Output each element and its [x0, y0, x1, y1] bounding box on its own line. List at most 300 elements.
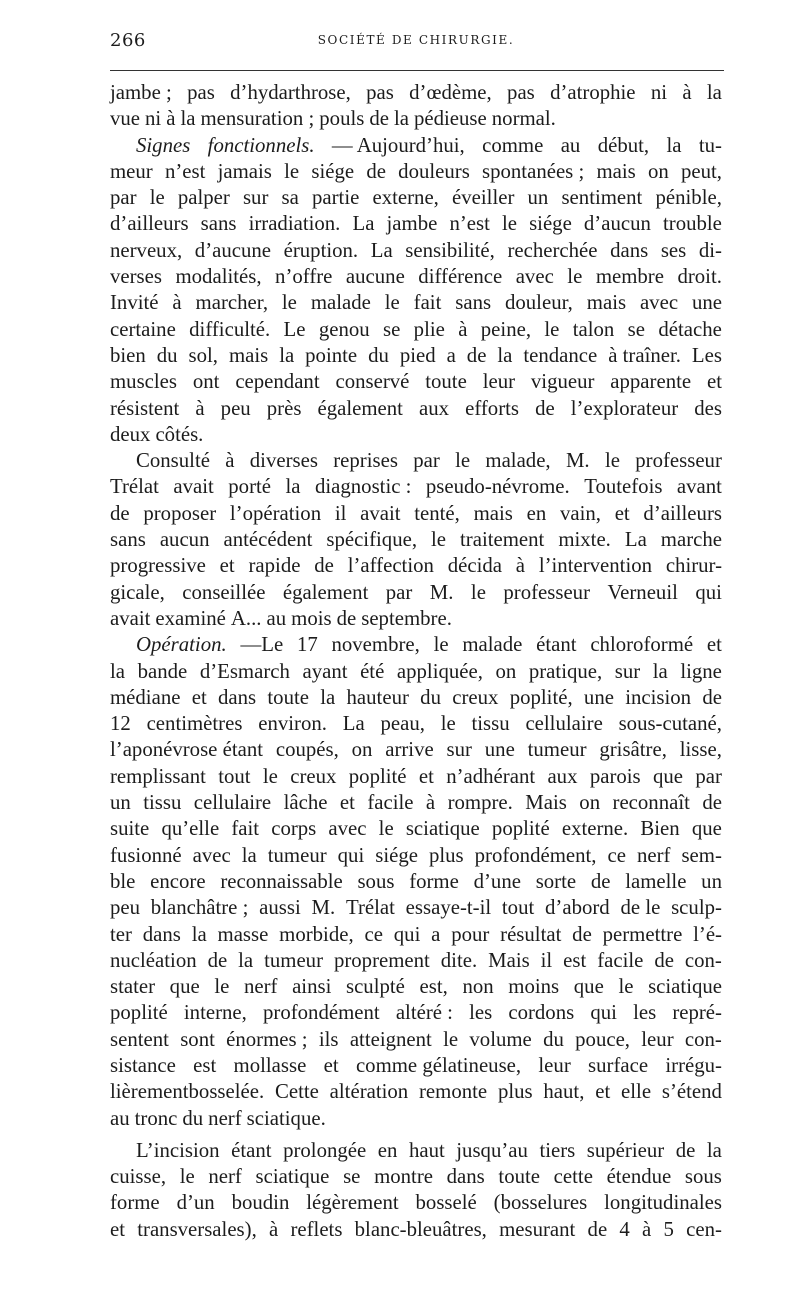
- word: cen-: [686, 1217, 722, 1241]
- word: Cette: [274, 1080, 319, 1104]
- word: efforts: [465, 396, 519, 420]
- word: médiane: [110, 685, 181, 709]
- word: partie: [312, 186, 360, 210]
- word: de: [366, 159, 386, 183]
- word: n’est: [449, 212, 490, 236]
- word: nerf: [243, 975, 278, 999]
- word: mixte.: [558, 528, 611, 552]
- word: d’hydarthrose,: [230, 81, 351, 104]
- word: par: [695, 764, 722, 788]
- word: spécifique,: [326, 528, 418, 552]
- word: supérieur: [586, 1138, 665, 1162]
- word: septembre.: [361, 606, 452, 630]
- word: reprises: [333, 449, 398, 473]
- word: sentiment: [561, 186, 643, 210]
- word: de: [207, 948, 228, 972]
- word: il: [334, 501, 347, 525]
- word: de: [466, 343, 487, 367]
- word: le: [214, 975, 230, 999]
- word: diverses: [249, 449, 318, 473]
- word: poplité: [110, 1001, 168, 1025]
- word: marche: [660, 528, 722, 552]
- word: porté: [228, 475, 272, 499]
- word: sa: [281, 186, 299, 210]
- word: tu-: [698, 133, 722, 157]
- word: pratique,: [528, 659, 603, 683]
- word: se: [343, 1165, 361, 1189]
- word: est,: [419, 975, 448, 999]
- word: malade: [462, 633, 523, 657]
- word: M.: [311, 896, 336, 920]
- word: début,: [597, 133, 650, 157]
- word: leur: [641, 1027, 674, 1051]
- word: certaine: [110, 317, 176, 341]
- word: les: [469, 1001, 493, 1025]
- word: volume: [469, 1027, 532, 1051]
- word: bosselé: [415, 1191, 477, 1215]
- word: sentent: [110, 1027, 169, 1051]
- text-line: [110, 1217, 722, 1243]
- word: peu: [110, 896, 141, 920]
- word: se: [383, 317, 401, 341]
- word: professeur: [635, 449, 722, 473]
- text-line: [110, 448, 722, 474]
- word: se: [627, 317, 645, 341]
- word: le: [618, 975, 634, 999]
- word: tronc: [134, 1106, 178, 1130]
- word: du: [182, 1106, 204, 1130]
- word: tiers: [539, 1138, 576, 1162]
- word: elle: [621, 1080, 652, 1104]
- word: avait: [173, 475, 214, 499]
- word: tumeur: [527, 738, 587, 762]
- word: à: [166, 107, 176, 131]
- text-line: [110, 1027, 722, 1053]
- text-line: [110, 396, 722, 422]
- word: Signes: [136, 133, 191, 157]
- word: dans: [610, 238, 649, 262]
- word: n’adhérant: [446, 764, 536, 788]
- word: parois: [589, 764, 641, 788]
- word: — Aujourd’hui,: [331, 133, 465, 157]
- word: suite: [110, 817, 150, 841]
- word: le: [149, 186, 165, 210]
- text-line: [110, 685, 722, 711]
- word: d’abord: [545, 896, 610, 920]
- word: de: [535, 396, 555, 420]
- word: forme: [409, 869, 459, 893]
- word: le: [431, 528, 447, 552]
- word: d’une: [473, 869, 521, 893]
- word: n’est: [164, 159, 206, 183]
- word: au: [266, 606, 287, 630]
- word: facile: [367, 791, 414, 815]
- word: nerveux,: [110, 238, 183, 262]
- word: bande: [137, 659, 188, 683]
- word: la: [706, 1138, 722, 1162]
- word: d’aucune: [194, 238, 272, 262]
- word: A...: [230, 606, 262, 630]
- word: morbide,: [279, 922, 354, 946]
- text-line: [110, 869, 722, 895]
- word: droit.: [677, 265, 722, 289]
- word: masse: [217, 922, 269, 946]
- word: vain,: [559, 501, 601, 525]
- word: le: [470, 580, 486, 604]
- word: 5: [663, 1217, 674, 1241]
- word: aussi: [259, 896, 301, 920]
- word: un: [110, 791, 131, 815]
- word: remplissant: [110, 764, 206, 788]
- word: cellulaire: [525, 712, 603, 736]
- word: moins: [508, 975, 560, 999]
- word: aucun: [159, 528, 210, 552]
- word: creux: [452, 685, 499, 709]
- word: ligne: [680, 659, 722, 683]
- text-line: [110, 1053, 722, 1079]
- word: lièrementbosselée.: [110, 1080, 265, 1104]
- text-line: [110, 527, 722, 553]
- word: vue: [110, 107, 141, 131]
- word: cependant: [235, 370, 320, 394]
- word: le: [544, 317, 560, 341]
- word: avec: [515, 265, 554, 289]
- word: le: [179, 1165, 195, 1189]
- word: ses: [660, 238, 687, 262]
- word: reconnaît: [612, 791, 690, 815]
- word: surface: [588, 1053, 649, 1077]
- word: peau,: [380, 712, 425, 736]
- word: qui: [393, 922, 421, 946]
- word: et: [323, 1053, 339, 1077]
- word: externe.: [561, 817, 629, 841]
- word: tumeur: [267, 843, 327, 867]
- word: près: [266, 396, 302, 420]
- word: sans: [455, 291, 492, 315]
- word: que: [573, 975, 604, 999]
- word: qui: [695, 580, 722, 604]
- word: par: [413, 449, 440, 473]
- word: creux: [290, 764, 337, 788]
- word: la: [238, 948, 254, 972]
- word: toute: [425, 370, 467, 394]
- word: un: [527, 186, 549, 210]
- word: plus: [497, 1080, 533, 1104]
- word: tout: [218, 764, 251, 788]
- word: également: [317, 396, 403, 420]
- word: mais: [228, 343, 269, 367]
- word: la: [241, 843, 257, 867]
- word: M.: [429, 580, 454, 604]
- word: gicale,: [110, 580, 165, 604]
- word: été: [360, 659, 385, 683]
- word: malade: [310, 291, 371, 315]
- word: —Le: [240, 633, 284, 657]
- word: diagnostic :: [314, 475, 412, 499]
- word: toute: [267, 685, 309, 709]
- word: blanchâtre ;: [150, 896, 249, 920]
- text-line: [110, 580, 722, 606]
- word: et: [706, 633, 722, 657]
- text-line: [110, 159, 722, 185]
- word: d’atrophie: [550, 81, 636, 104]
- word: talon: [572, 317, 615, 341]
- word: douleur,: [504, 291, 573, 315]
- text-line: [110, 1190, 722, 1216]
- word: avec: [192, 843, 231, 867]
- word: plus: [428, 843, 464, 867]
- word: la: [279, 343, 295, 367]
- word: lisse,: [679, 738, 722, 762]
- word: mais: [596, 159, 636, 183]
- word: blanc-bleuâtres,: [354, 1217, 487, 1241]
- word: jambe: [386, 212, 438, 236]
- word: à: [172, 291, 182, 315]
- word: dans: [446, 1165, 485, 1189]
- word: trouble: [662, 212, 722, 236]
- page-number: 266: [110, 30, 146, 51]
- word: jusqu’au: [456, 1138, 528, 1162]
- word: difficulté.: [189, 317, 271, 341]
- word: ce: [607, 843, 626, 867]
- word: sciatique: [405, 817, 480, 841]
- word: a: [446, 343, 456, 367]
- word: l’explorateur: [570, 396, 679, 420]
- word: le: [281, 291, 297, 315]
- word: que: [169, 975, 200, 999]
- word: le: [284, 159, 300, 183]
- word: progressive: [110, 554, 206, 578]
- text-line: [110, 1000, 722, 1026]
- word: boudin: [231, 1191, 290, 1215]
- word: Consulté: [136, 449, 210, 473]
- word: remonte: [419, 1080, 488, 1104]
- word: le: [378, 817, 394, 841]
- word: atteignent: [349, 1027, 432, 1051]
- word: proprement: [333, 948, 430, 972]
- word: siége: [311, 159, 355, 183]
- word: sont: [180, 1027, 215, 1051]
- word: jamais: [217, 159, 272, 183]
- word: on: [495, 659, 517, 683]
- word: la: [110, 659, 126, 683]
- word: poplité: [348, 764, 407, 788]
- word: Bien: [640, 817, 680, 841]
- word: pénible,: [655, 186, 722, 210]
- word: pas: [366, 81, 394, 104]
- word: essaye-t-il: [405, 896, 492, 920]
- word: ce: [364, 922, 383, 946]
- word: tissu: [143, 791, 182, 815]
- word: du: [420, 685, 441, 709]
- word: et: [595, 1080, 611, 1104]
- word: tumeur: [264, 948, 324, 972]
- header-rule: [110, 70, 724, 71]
- word: facile: [597, 948, 644, 972]
- word: verses: [110, 265, 162, 289]
- word: Verneuil: [607, 580, 678, 604]
- word: L’incision: [136, 1138, 220, 1162]
- text-line: [110, 764, 722, 790]
- word: reflets: [290, 1217, 343, 1241]
- word: à: [425, 791, 436, 815]
- word: a: [431, 922, 441, 946]
- word: repré-: [672, 1001, 722, 1025]
- word: examiné: [155, 606, 226, 630]
- word: au: [110, 1106, 130, 1130]
- word: comme: [482, 133, 544, 157]
- word: genou: [318, 317, 370, 341]
- word: leur: [538, 1053, 571, 1077]
- word: poplité,: [509, 685, 573, 709]
- word: sous: [684, 1165, 722, 1189]
- word: détache: [658, 317, 722, 341]
- text-line: [110, 238, 722, 264]
- text-line: [110, 185, 722, 211]
- word: le: [262, 764, 278, 788]
- word: est: [193, 1053, 217, 1077]
- word: de: [654, 948, 674, 972]
- text-line: [110, 895, 722, 921]
- word: le: [440, 712, 456, 736]
- word: ni: [145, 107, 162, 131]
- word: et: [191, 685, 207, 709]
- word: on: [647, 159, 669, 183]
- word: coupés,: [275, 738, 339, 762]
- text-line: [110, 474, 722, 500]
- word: muscles: [110, 370, 178, 394]
- word: Les: [691, 343, 722, 367]
- word: mesurant: [499, 1217, 576, 1241]
- word: la: [285, 475, 301, 499]
- word: sorte: [535, 869, 577, 893]
- word: d’Esmarch: [199, 659, 290, 683]
- word: ni: [650, 81, 668, 104]
- word: transversales),: [137, 1217, 257, 1241]
- word: par: [385, 580, 413, 604]
- word: montre: [374, 1165, 433, 1189]
- word: de: [587, 1217, 608, 1241]
- word: pour: [451, 922, 490, 946]
- word: haut: [408, 1138, 445, 1162]
- text-line: [110, 790, 722, 816]
- text-line: [110, 264, 722, 290]
- text-line: [110, 816, 722, 842]
- word: le: [604, 449, 620, 473]
- word: étendue: [606, 1165, 672, 1189]
- running-title: SOCIÉTÉ DE CHIRURGIE.: [317, 33, 515, 47]
- text-line: [110, 80, 722, 106]
- word: irrégu-: [665, 1053, 722, 1077]
- word: meur: [110, 159, 153, 183]
- word: cordons: [508, 1001, 575, 1025]
- text-line: [110, 1164, 722, 1190]
- word: du: [156, 343, 178, 367]
- word: poplité: [491, 817, 550, 841]
- word: sous-cutané,: [618, 712, 722, 736]
- word: n’offre: [275, 265, 333, 289]
- word: fait: [413, 291, 442, 315]
- word: et: [614, 501, 630, 525]
- word: et: [706, 370, 722, 394]
- word: étant: [231, 1138, 272, 1162]
- word: nerf: [208, 1165, 242, 1189]
- text-line: [110, 290, 722, 316]
- text-line: [110, 1079, 722, 1105]
- word: d’aucun: [583, 212, 651, 236]
- word: M.: [565, 449, 590, 473]
- word: vigueur: [530, 370, 595, 394]
- word: sculp-: [671, 896, 722, 920]
- word: corps: [271, 817, 317, 841]
- word: ter: [110, 922, 132, 946]
- text-line: [110, 553, 722, 579]
- text-line: [110, 211, 722, 237]
- word: la: [191, 922, 207, 946]
- word: pouls: [319, 107, 365, 131]
- word: une: [583, 685, 614, 709]
- word: Opération.: [136, 633, 227, 657]
- word: cuisse,: [110, 1165, 167, 1189]
- word: conservé: [335, 370, 410, 394]
- word: à: [225, 449, 235, 473]
- word: la: [180, 107, 196, 131]
- body-text: [110, 80, 722, 1243]
- word: tenté,: [414, 501, 460, 525]
- word: lâche: [283, 791, 328, 815]
- word: avait: [110, 606, 151, 630]
- word: étant: [536, 633, 577, 657]
- word: altéré :: [395, 1001, 453, 1025]
- word: fait: [231, 817, 260, 841]
- word: peu: [220, 396, 251, 420]
- word: d’ailleurs: [110, 212, 189, 236]
- word: grisâtre,: [599, 738, 667, 762]
- word: forme: [110, 1191, 160, 1215]
- word: La: [624, 528, 647, 552]
- word: qui: [590, 1001, 617, 1025]
- text-line: [110, 606, 722, 632]
- word: résultat: [500, 922, 562, 946]
- word: conseillée: [182, 580, 266, 604]
- word: d’ailleurs: [643, 501, 722, 525]
- word: sciatique: [648, 975, 722, 999]
- word: sciatique: [255, 1165, 330, 1189]
- word: qui: [337, 843, 365, 867]
- word: sous: [357, 869, 395, 893]
- word: l’aponévrose étant: [110, 738, 264, 762]
- text-line: [110, 1106, 722, 1132]
- word: côtés.: [155, 422, 204, 446]
- word: altération: [329, 1080, 409, 1104]
- word: leur: [482, 370, 516, 394]
- word: 12: [110, 712, 131, 736]
- text-line: [110, 343, 722, 369]
- word: est: [563, 948, 587, 972]
- word: et: [418, 764, 434, 788]
- word: jambe ;: [110, 81, 172, 104]
- word: chirur-: [665, 554, 722, 578]
- word: externe,: [372, 186, 439, 210]
- word: l’affection: [347, 554, 434, 578]
- word: sem-: [681, 843, 722, 867]
- word: sistance: [110, 1053, 176, 1077]
- word: et: [110, 1217, 126, 1241]
- word: normal.: [491, 107, 556, 131]
- word: sculpté: [345, 975, 405, 999]
- word: on: [579, 791, 601, 815]
- word: recherchée: [507, 238, 598, 262]
